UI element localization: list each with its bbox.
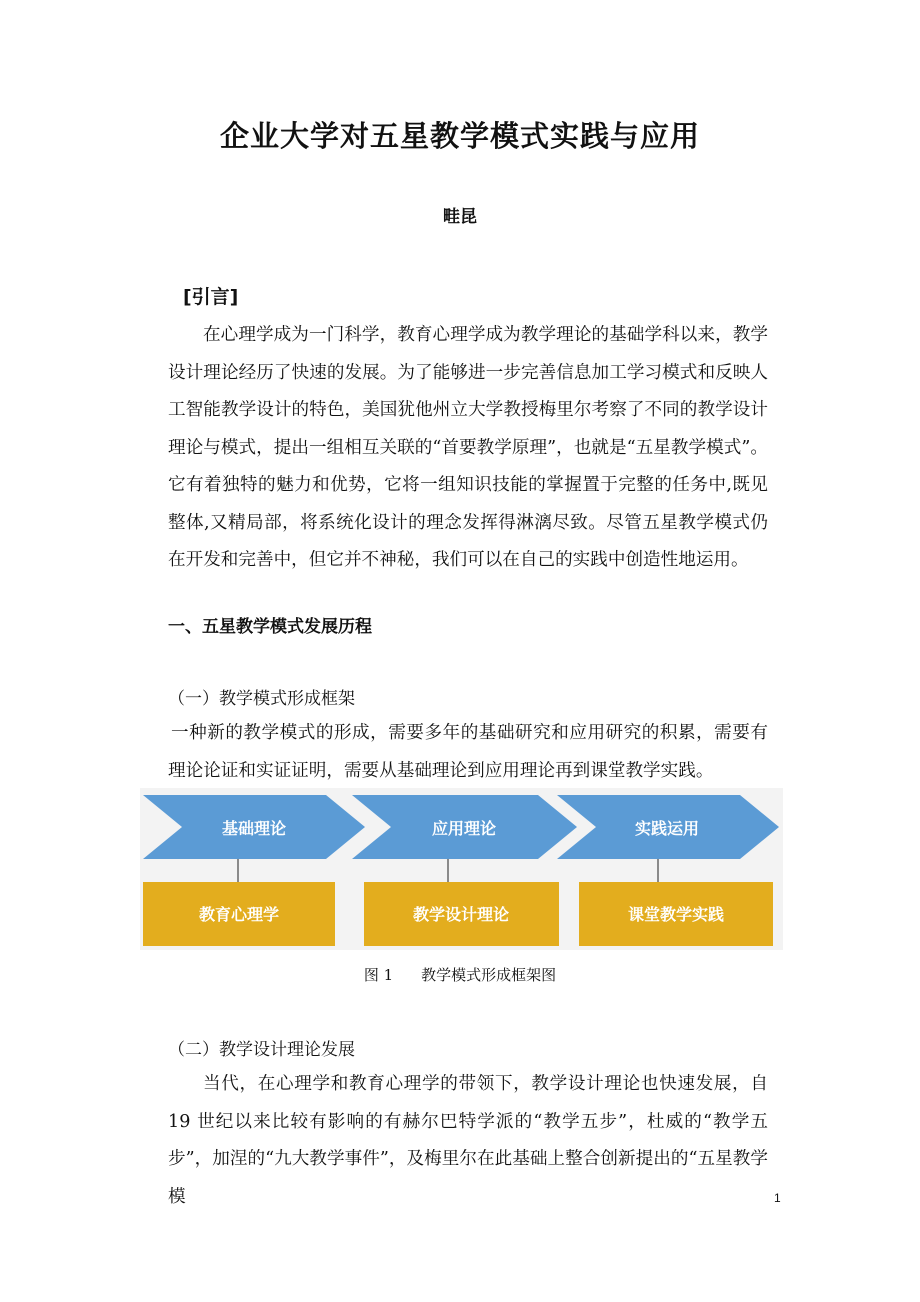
subsection-heading: （二）教学设计理论发展 [168,1040,355,1060]
page-number: 1 [774,1191,781,1205]
author-name: 畦昆 [443,207,477,227]
page-title: 企业大学对五星教学模式实践与应用 [219,119,700,153]
box-label: 教育心理学 [198,905,280,924]
subsection-heading: （一）教学模式形成框架 [168,689,355,709]
arrow-label: 基础理论 [221,819,287,838]
figure-caption [0,964,920,985]
caption-number: 图 1 [363,966,394,984]
section-heading: 一、五星教学模式发展历程 [168,617,372,637]
framework-diagram [140,788,783,950]
intro-heading: [引言] [183,286,239,308]
caption-text: 教学模式形成框架图 [421,966,557,984]
subsection-paragraph: 一种新的教学模式的形成，需要多年的基础研究和应用研究的积累，需要有理论论证和实证证明，需要从基础理论到应用理论再到课堂教学实践。 [168,723,768,781]
box-label: 教学设计理论 [412,905,510,924]
arrow-label: 应用理论 [431,819,497,838]
box-label: 课堂教学实践 [627,905,725,924]
subsection-paragraph: 当代，在心理学和教育心理学的带领下，教学设计理论也快速发展，自 19 世纪以来比较有影响的有赫尔巴特学派的“教学五步”，杜威的“教学五步”，加涅的“九大教学事件”，及梅里尔在此基础上整合创新提出的“五星教学模 [168,1074,768,1207]
intro-paragraph: 在心理学成为一门科学，教育心理学成为教学理论的基础学科以来，教学设计理论经历了快速的发展。为了能够进一步完善信息加工学习模式和反映人工智能教学设计的特色，美国犹他州立大学教授梅里尔考察了不同的教学设计理论与模式，提出一组相互关联的“首要教学原理”，也就是“五星教学模式”。它有着独特的魅力和优势，它将一组知识技能的掌握置于完整的任务中,既见整体,又精局部，将系统化设计的理念发挥得淋漓尽致。尽管五星教学模式仍在开发和完善中，但它并不神秘，我们可以在自己的实践中创造性地运用。 [168,325,768,570]
arrow-label: 实践运用 [634,819,700,838]
